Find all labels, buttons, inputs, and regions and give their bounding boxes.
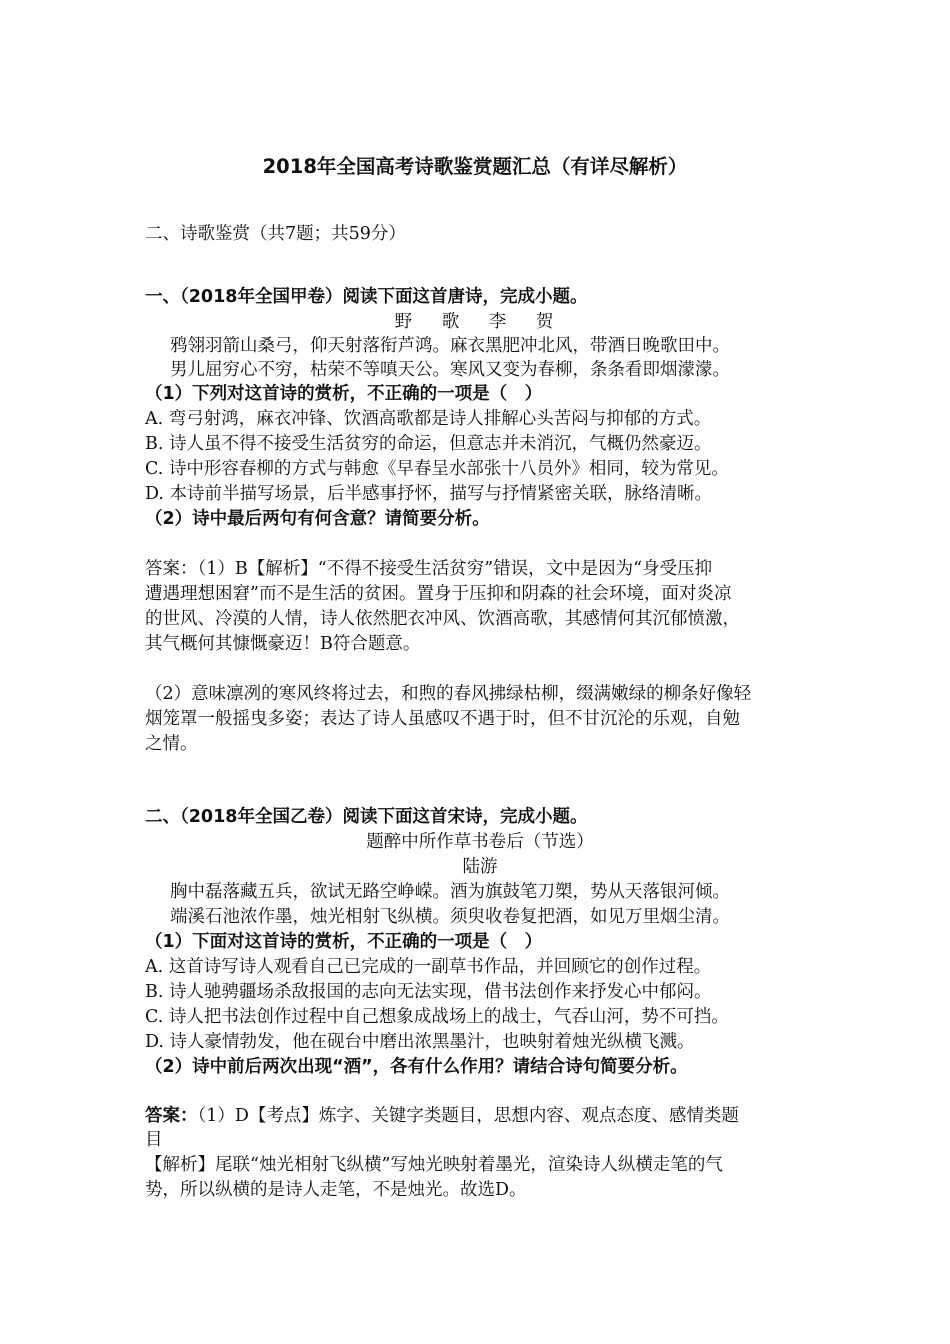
section-heading: 二、诗歌鉴赏（共7题；共59分） [145,224,406,244]
q1-answer-line-3: 的世风、冷漠的人情，诗人依然肥衣冲风、饮酒高歌，其感情何其沉郁愤激， [145,609,740,629]
q1-option-a: A. 弯弓射鸿，麻衣冲锋、饮酒高歌都是诗人排解心头苦闷与抑郁的方式。 [145,409,712,429]
q2-subquestion-1: （1）下面对这首诗的赏析，不正确的一项是（ ） [145,932,543,952]
q1-subquestion-2: （2）诗中最后两句有何含意？请简要分析。 [145,509,490,529]
q1-answer-line-1: 答案：（1）B【解析】“不得不接受生活贫穷”错误，文中是因为“身受压抑 [145,559,713,579]
q1-poem-line-1: 鸦翎羽箭山桑弓，仰天射落衔芦鸿。麻衣黑肥冲北风，带酒日晚歌田中。 [170,336,730,356]
q1-poem-title-text: 野 歌 李 贺 [394,312,566,332]
q1-heading: 一、（2018年全国甲卷）阅读下面这首唐诗，完成小题。 [145,287,588,307]
q1-answer2-line-2: 烟笼罩一般摇曳多姿；表达了诗人虽感叹不遇于时，但不甘沉沦的乐观，自勉 [145,709,740,729]
page-title: 2018年全国高考诗歌鉴赏题汇总（有详尽解析） [262,155,688,178]
q2-heading: 二、（2018年全国乙卷）阅读下面这首宋诗，完成小题。 [145,807,588,827]
q2-option-b: B. 诗人驰骋疆场杀敌报国的志向无法实现，借书法创作来抒发心中郁闷。 [145,982,712,1002]
q1-poem-title [145,310,815,334]
q1-subquestion-1: （1）下列对这首诗的赏析，不正确的一项是（ ） [145,384,543,404]
q2-poem-line-1: 胸中磊落藏五兵，欲试无路空峥嵘。酒为旗鼓笔刀槊，势从天落银河倾。 [170,882,730,902]
q2-answer-line-4: 势，所以纵横的是诗人走笔，不是烛光。故选D。 [145,1180,527,1200]
q1-option-b: B. 诗人虽不得不接受生活贫穷的命运，但意志并未消沉，气概仍然豪迈。 [145,434,712,454]
q1-answer2-line-3: 之情。 [145,734,198,754]
q1-answer-line-2: 遭遇理想困窘”而不是生活的贫困。置身于压抑和阴森的社会环境，面对炎凉 [145,584,732,604]
q2-subquestion-2: （2）诗中前后两次出现“酒”，各有什么作用？请结合诗句简要分析。 [145,1057,688,1077]
q2-answer-text-1: （1）D【考点】炼字、关键字类题目，思想内容、观点态度、感情类题 [197,1106,739,1126]
q2-option-c: C. 诗人把书法创作过程中自己想象成战场上的战士，气吞山河，势不可挡。 [145,1007,729,1027]
q2-poem-title: 题醉中所作草书卷后（节选） [366,832,594,852]
q2-poem-line-2: 端溪石池浓作墨，烛光相射飞纵横。须臾收卷复把酒，如见万里烟尘清。 [170,907,730,927]
q2-answer-line-2: 目 [145,1130,163,1150]
q2-answer-line-3: 【解析】尾联“烛光相射飞纵横”写烛光映射着墨光，渲染诗人纵横走笔的气 [145,1155,723,1175]
q1-answer-line-4: 其气概何其慷慨豪迈！B符合题意。 [145,634,421,654]
q2-option-d: D. 诗人豪情勃发，他在砚台中磨出浓黑墨汁，也映射着烛光纵横飞溅。 [145,1032,695,1052]
q1-option-c: C. 诗中形容春柳的方式与韩愈《早春呈水部张十八员外》相同，较为常见。 [145,459,729,479]
q2-answer-label: 答案： [145,1106,198,1126]
q2-poem-author: 陆游 [462,857,498,877]
q2-answer-line-1 [145,1104,815,1128]
q2-option-a: A. 这首诗写诗人观看自己已完成的一副草书作品，并回顾它的创作过程。 [145,957,712,977]
q1-poem-line-2: 男儿屈穷心不穷，枯荣不等嗔天公。寒风又变为春柳，条条看即烟濛濛。 [170,360,730,380]
q1-option-d: D. 本诗前半描写场景，后半感事抒怀，描写与抒情紧密关联，脉络清晰。 [145,484,713,504]
q1-answer2-line-1: （2）意味凛冽的寒风终将过去，和煦的春风拂绿枯柳，缀满嫩绿的柳条好像轻 [145,684,752,704]
